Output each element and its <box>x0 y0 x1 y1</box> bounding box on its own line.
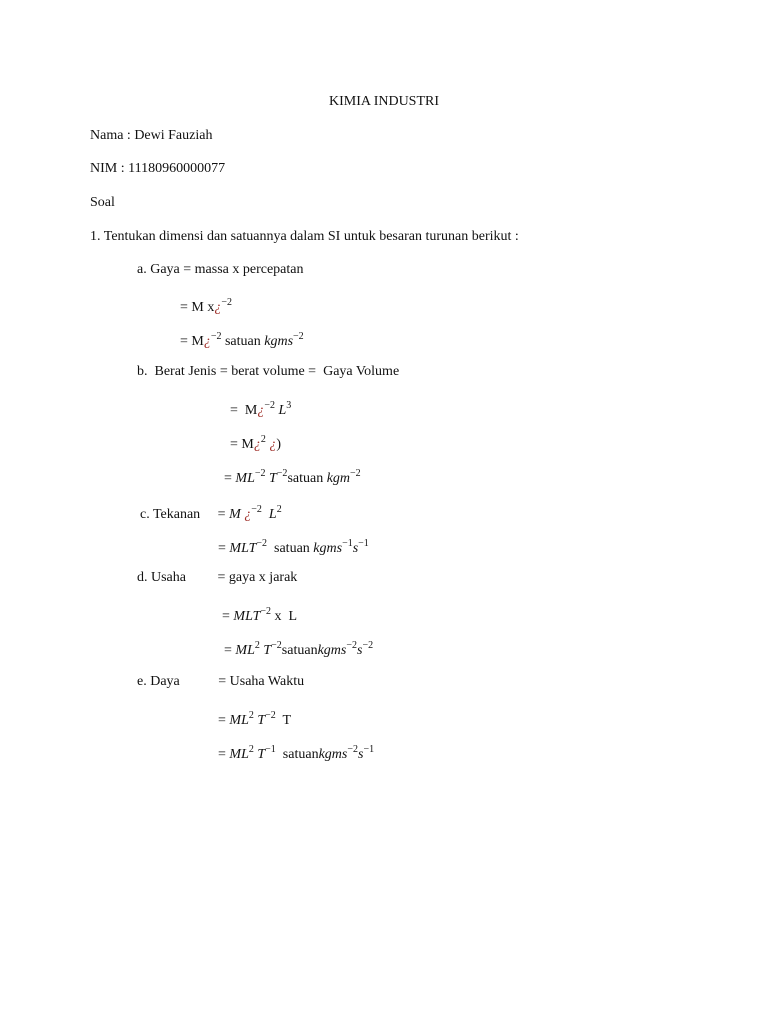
document-line <box>140 501 282 524</box>
placeholder-symbol: ¿ <box>257 403 265 418</box>
superscript: 2 <box>254 640 260 651</box>
text-segment: ML <box>235 471 255 486</box>
superscript: −2 <box>362 640 374 651</box>
superscript: −1 <box>358 538 369 549</box>
superscript: −2 <box>346 640 357 651</box>
text-segment: kgms <box>313 541 343 556</box>
text-segment: = M <box>230 403 258 418</box>
text-segment: T <box>253 747 266 762</box>
text-segment: T <box>275 713 292 728</box>
document-line <box>230 431 281 454</box>
document-line <box>222 603 297 626</box>
text-segment: satuan <box>275 747 319 762</box>
placeholder-symbol: ¿ <box>253 437 261 452</box>
text-segment: = M <box>230 437 254 452</box>
superscript: −2 <box>264 400 275 411</box>
text-segment: ) <box>276 437 282 452</box>
superscript: 2 <box>276 504 282 515</box>
text-segment: = <box>218 541 230 556</box>
document-line <box>180 294 232 317</box>
text-segment: = <box>224 471 236 486</box>
superscript: 2 <box>260 434 266 445</box>
text-segment: kgms <box>317 643 347 658</box>
text-segment: ML <box>235 643 255 658</box>
text-segment: T <box>253 713 266 728</box>
text-segment: MLT <box>229 541 257 556</box>
text-segment: ML <box>229 713 249 728</box>
text-segment: = M <box>180 334 204 349</box>
superscript: −1 <box>363 744 375 755</box>
text-segment: a. Gaya = massa x percepatan <box>137 262 304 277</box>
document-title: KIMIA INDUSTRI <box>328 94 440 109</box>
document-line <box>137 261 303 279</box>
placeholder-symbol: ¿ <box>203 334 211 349</box>
text-segment: s <box>357 747 364 762</box>
superscript: −2 <box>276 468 288 479</box>
text-segment: c. Tekanan = <box>140 507 230 522</box>
document-line <box>137 569 297 587</box>
text-segment: kgms <box>264 334 294 349</box>
document-line <box>90 228 519 246</box>
text-segment: b. Berat Jenis = berat volume = Gaya Volume <box>137 364 400 379</box>
text-segment: = M x <box>180 300 215 315</box>
text-segment: MLT <box>233 609 261 624</box>
superscript: −2 <box>256 538 268 549</box>
text-segment: e. Daya = Usaha Waktu <box>137 674 305 689</box>
placeholder-symbol: ¿ <box>214 300 222 315</box>
text-segment: ML <box>229 747 249 762</box>
placeholder-symbol: ¿ <box>269 437 277 452</box>
superscript: −2 <box>347 744 358 755</box>
text-segment: = <box>224 643 236 658</box>
text-segment: L <box>274 403 287 418</box>
text-segment: satuan <box>267 541 314 556</box>
document-line <box>90 194 115 212</box>
document-line <box>230 397 291 420</box>
text-segment: Soal <box>90 195 115 210</box>
text-segment: = <box>218 747 230 762</box>
superscript: 2 <box>248 744 254 755</box>
superscript: −2 <box>254 468 266 479</box>
superscript: −1 <box>265 744 276 755</box>
text-segment: T <box>265 471 277 486</box>
text-segment: satuan <box>221 334 265 349</box>
text-segment: M <box>229 507 245 522</box>
text-segment: NIM : 11180960000077 <box>90 161 226 176</box>
placeholder-symbol: ¿ <box>244 507 252 522</box>
superscript: −2 <box>260 606 272 617</box>
document-line <box>137 363 399 381</box>
document-line <box>90 160 225 178</box>
superscript: −2 <box>221 297 232 308</box>
superscript: −1 <box>342 538 353 549</box>
superscript: 2 <box>248 710 254 721</box>
document-line <box>90 127 212 145</box>
text-segment: s <box>352 541 359 556</box>
document-line <box>218 535 369 558</box>
text-segment: s <box>356 643 363 658</box>
text-segment: kgm <box>326 471 351 486</box>
text-segment: = <box>222 609 234 624</box>
superscript: −2 <box>293 331 304 342</box>
superscript: 3 <box>286 400 292 411</box>
document-line <box>224 465 361 488</box>
text-segment: L <box>261 507 277 522</box>
text-segment: satuan <box>281 643 318 658</box>
document-line <box>224 637 373 660</box>
superscript: −2 <box>265 710 276 721</box>
text-segment: d. Usaha = gaya x jarak <box>137 570 298 585</box>
superscript: −2 <box>210 331 222 342</box>
text-segment: x L <box>271 609 298 624</box>
text-segment: Nama : Dewi Fauziah <box>90 128 213 143</box>
document-line <box>180 328 304 351</box>
document-line <box>137 673 304 691</box>
superscript: −2 <box>271 640 282 651</box>
text-segment: 1. Tentukan dimensi dan satuannya dalam SI untuk besaran turunan berikut : <box>90 229 519 244</box>
text-segment: T <box>259 643 272 658</box>
document-line <box>218 741 374 764</box>
text-segment: kgms <box>318 747 348 762</box>
text-segment: = <box>218 713 230 728</box>
superscript: −2 <box>350 468 361 479</box>
superscript: −2 <box>251 504 262 515</box>
text-segment: satuan <box>287 471 327 486</box>
document-line <box>218 707 291 730</box>
